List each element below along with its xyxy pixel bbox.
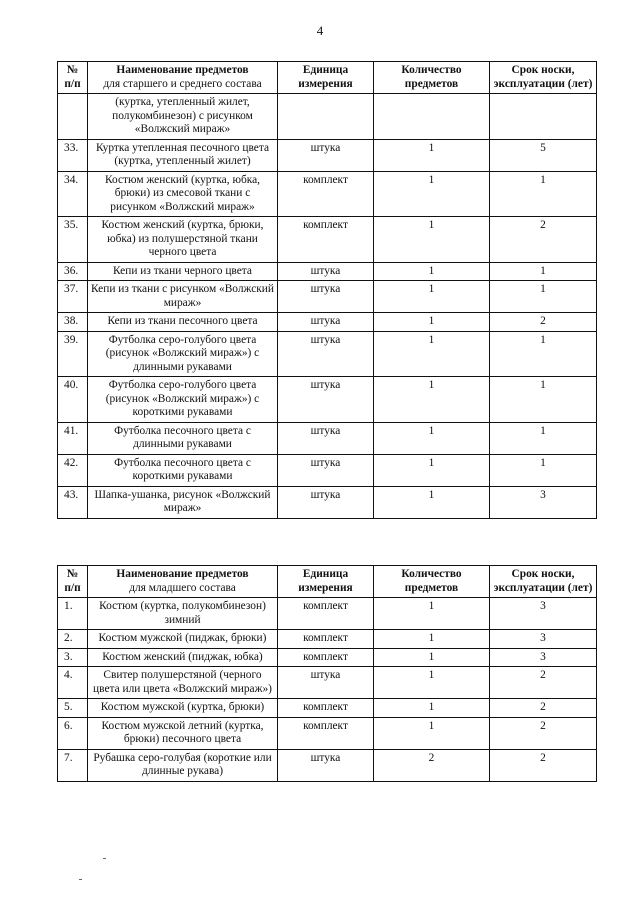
item-quantity: 1 <box>374 630 490 649</box>
item-name: Футболка песочного цвета с длинными рукавами <box>88 422 278 454</box>
item-quantity: 1 <box>374 139 490 171</box>
row-number: 40. <box>58 377 88 423</box>
header-num: № п/п <box>58 62 88 94</box>
table-row <box>58 94 597 140</box>
row-number: 34. <box>58 171 88 217</box>
item-quantity: 1 <box>374 648 490 667</box>
table-row <box>58 422 597 454</box>
item-service-life: 1 <box>490 171 597 217</box>
scan-speck <box>103 858 106 859</box>
item-quantity: 1 <box>374 699 490 718</box>
row-number: 5. <box>58 699 88 718</box>
item-unit: штука <box>278 422 374 454</box>
item-unit: штука <box>278 139 374 171</box>
header-name-subtitle: для старшего и среднего состава <box>103 77 262 90</box>
table-row <box>58 699 597 718</box>
item-service-life: 2 <box>490 667 597 699</box>
item-service-life: 1 <box>490 281 597 313</box>
item-unit: комплект <box>278 648 374 667</box>
item-quantity: 2 <box>374 749 490 781</box>
row-number: 2. <box>58 630 88 649</box>
item-service-life: 1 <box>490 262 597 281</box>
item-name: Шапка-ушанка, рисунок «Волжский мираж» <box>88 486 278 518</box>
table-row <box>58 217 597 263</box>
row-number: 4. <box>58 667 88 699</box>
row-number <box>58 94 88 140</box>
item-name: Кепи из ткани песочного цвета <box>88 313 278 332</box>
item-service-life: 1 <box>490 454 597 486</box>
item-unit: штука <box>278 313 374 332</box>
item-name: Кепи из ткани черного цвета <box>88 262 278 281</box>
item-service-life: 5 <box>490 139 597 171</box>
item-name: Рубашка серо-голубая (короткие или длинные рукава) <box>88 749 278 781</box>
item-service-life: 1 <box>490 377 597 423</box>
item-unit: комплект <box>278 630 374 649</box>
item-name: Костюм мужской (пиджак, брюки) <box>88 630 278 649</box>
item-unit: комплект <box>278 598 374 630</box>
row-number: 38. <box>58 313 88 332</box>
table-row <box>58 281 597 313</box>
table-row <box>58 598 597 630</box>
table-row <box>58 262 597 281</box>
row-number: 3. <box>58 648 88 667</box>
item-unit: штука <box>278 667 374 699</box>
item-quantity: 1 <box>374 313 490 332</box>
item-service-life: 2 <box>490 717 597 749</box>
header-name-title: Наименование предметов <box>116 568 249 580</box>
item-unit: штука <box>278 454 374 486</box>
scan-speck <box>79 879 82 880</box>
item-name: Свитер полушерстяной (черного цвета или цвета «Волжский мираж») <box>88 667 278 699</box>
item-quantity: 1 <box>374 454 490 486</box>
item-service-life: 3 <box>490 630 597 649</box>
item-quantity: 1 <box>374 598 490 630</box>
row-number: 35. <box>58 217 88 263</box>
header-life: Срок носки, эксплуатации (лет) <box>490 62 597 94</box>
row-number: 42. <box>58 454 88 486</box>
page-number: 4 <box>316 23 324 38</box>
item-name: Костюм женский (куртка, юбка, брюки) из смесовой ткани с рисунком «Волжский мираж» <box>88 171 278 217</box>
item-name: Кепи из ткани с рисунком «Волжский мираж» <box>88 281 278 313</box>
table-row <box>58 749 597 781</box>
item-quantity: 1 <box>374 281 490 313</box>
item-quantity: 1 <box>374 171 490 217</box>
table-row <box>58 171 597 217</box>
row-number: 43. <box>58 486 88 518</box>
item-quantity: 1 <box>374 331 490 377</box>
item-unit: штука <box>278 262 374 281</box>
item-name: Костюм женский (куртка, брюки, юбка) из полушерстяной ткани черного цвета <box>88 217 278 263</box>
header-num: № п/п <box>58 566 88 598</box>
row-number: 33. <box>58 139 88 171</box>
header-life: Срок носки, эксплуатации (лет) <box>490 566 597 598</box>
header-qty: Количество предметов <box>374 566 490 598</box>
table-row <box>58 630 597 649</box>
item-unit: штука <box>278 749 374 781</box>
item-service-life: 3 <box>490 486 597 518</box>
header-qty: Количество предметов <box>374 62 490 94</box>
table-row <box>58 486 597 518</box>
item-name: Футболка песочного цвета с короткими рукавами <box>88 454 278 486</box>
item-unit: штука <box>278 486 374 518</box>
row-number: 41. <box>58 422 88 454</box>
item-quantity: 1 <box>374 486 490 518</box>
table-row <box>58 331 597 377</box>
item-unit: штука <box>278 377 374 423</box>
row-number: 39. <box>58 331 88 377</box>
item-name: Костюм мужской (куртка, брюки) <box>88 699 278 718</box>
item-name: Футболка серо-голубого цвета (рисунок «Волжский мираж») с короткими рукавами <box>88 377 278 423</box>
header-unit: Единица измерения <box>278 566 374 598</box>
row-number: 7. <box>58 749 88 781</box>
item-service-life: 2 <box>490 217 597 263</box>
row-number: 1. <box>58 598 88 630</box>
item-name: Костюм (куртка, полукомбинезон) зимний <box>88 598 278 630</box>
table-row <box>58 454 597 486</box>
item-name: (куртка, утепленный жилет, полукомбинезон) с рисунком «Волжский мираж» <box>88 94 278 140</box>
table-row <box>58 667 597 699</box>
item-service-life: 2 <box>490 313 597 332</box>
item-quantity: 1 <box>374 717 490 749</box>
table-header-row <box>58 566 597 598</box>
item-unit: штука <box>278 331 374 377</box>
item-quantity: 1 <box>374 217 490 263</box>
item-quantity: 1 <box>374 377 490 423</box>
table-row <box>58 648 597 667</box>
item-name: Костюм женский (пиджак, юбка) <box>88 648 278 667</box>
item-service-life: 1 <box>490 331 597 377</box>
item-quantity: 1 <box>374 262 490 281</box>
item-unit: комплект <box>278 717 374 749</box>
item-service-life: 3 <box>490 648 597 667</box>
item-service-life: 2 <box>490 699 597 718</box>
items-table-senior-staff <box>57 61 597 519</box>
table-row <box>58 313 597 332</box>
item-service-life: 3 <box>490 598 597 630</box>
header-name <box>88 566 278 598</box>
header-name <box>88 62 278 94</box>
item-name: Костюм мужской летний (куртка, брюки) песочного цвета <box>88 717 278 749</box>
items-table-junior-staff <box>57 565 597 782</box>
item-service-life: 1 <box>490 422 597 454</box>
row-number: 37. <box>58 281 88 313</box>
table-row <box>58 139 597 171</box>
item-unit: комплект <box>278 171 374 217</box>
item-quantity <box>374 94 490 140</box>
row-number: 36. <box>58 262 88 281</box>
header-unit: Единица измерения <box>278 62 374 94</box>
item-unit <box>278 94 374 140</box>
item-unit: комплект <box>278 699 374 718</box>
table-row <box>58 717 597 749</box>
header-name-subtitle: для младшего состава <box>129 581 236 594</box>
item-service-life: 2 <box>490 749 597 781</box>
table-row <box>58 377 597 423</box>
item-quantity: 1 <box>374 422 490 454</box>
item-unit: комплект <box>278 217 374 263</box>
item-quantity: 1 <box>374 667 490 699</box>
item-service-life <box>490 94 597 140</box>
table-header-row <box>58 62 597 94</box>
item-name: Куртка утепленная песочного цвета (куртка, утепленный жилет) <box>88 139 278 171</box>
item-name: Футболка серо-голубого цвета (рисунок «Волжский мираж») с длинными рукавами <box>88 331 278 377</box>
row-number: 6. <box>58 717 88 749</box>
header-name-title: Наименование предметов <box>116 64 249 76</box>
item-unit: штука <box>278 281 374 313</box>
